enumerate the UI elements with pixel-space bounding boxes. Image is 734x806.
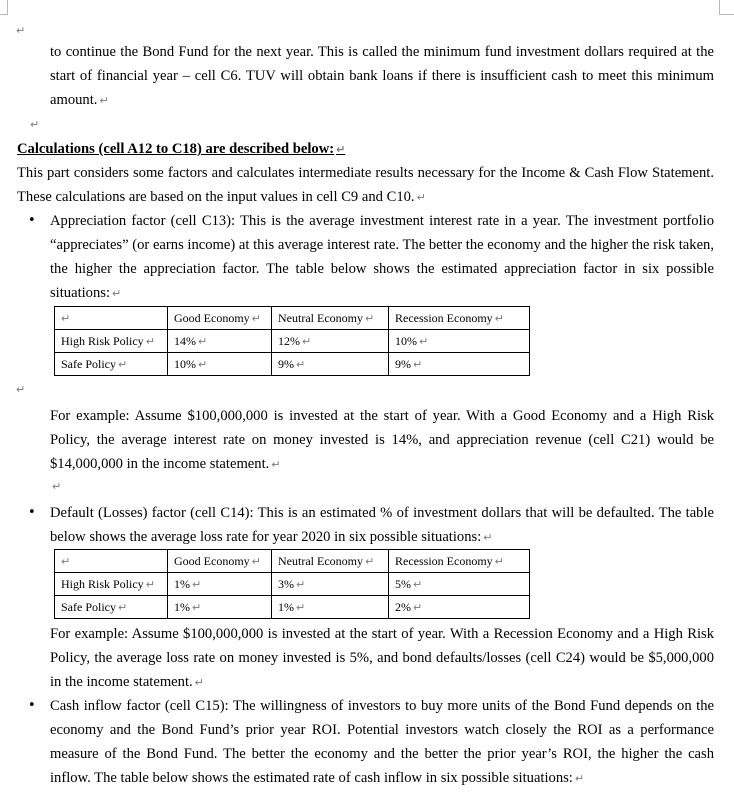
cell-mark: ↵ <box>296 577 306 591</box>
table-header-cell <box>272 550 389 573</box>
table-header-cell <box>168 307 272 330</box>
paragraph-text: Cash inflow factor (cell C15): The willingness of investors to buy more units of the Bond Fund depends on the economy and the Bond Fund’s prior year ROI. Potential investors watch closely the ROI as a performance measure of the Bond Fund. The better the economy and the better the prior year’s ROI, the higher the cash inflow. The table below shows the estimated rate of cash inflow in six possible situations: <box>50 698 714 786</box>
cell-text: Neutral Economy <box>278 310 363 325</box>
default-table <box>54 549 530 619</box>
table-cell <box>389 330 530 353</box>
cell-mark: ↵ <box>61 554 71 568</box>
page-corner-top-left <box>0 0 8 15</box>
cell-mark: ↵ <box>413 600 423 614</box>
table-cell <box>168 596 272 619</box>
table-cell <box>389 573 530 596</box>
table-header-cell <box>272 307 389 330</box>
cell-mark: ↵ <box>198 334 208 348</box>
bullet-icon: • <box>28 213 36 228</box>
cell-text: 14% <box>174 333 196 348</box>
paragraph-mark: ↵ <box>483 531 493 544</box>
table-header-cell <box>389 307 530 330</box>
paragraph-text: This part considers some factors and calculates intermediate results necessary for the Income & Cash Flow Statement. These calculations are based on the input values in cell C9 and C10. <box>17 165 714 205</box>
table-row <box>55 550 530 573</box>
cell-text: 10% <box>174 356 196 371</box>
table-cell <box>168 573 272 596</box>
paragraph-mark: ↵ <box>336 143 346 156</box>
cell-text: Safe Policy <box>61 599 116 614</box>
paragraph-text: Default (Losses) factor (cell C14): This is an estimated % of investment dollars that will be defaulted. The table below shows the average loss rate for year 2020 in six possible situations: <box>50 505 714 545</box>
cell-mark: ↵ <box>251 311 261 325</box>
table-cell <box>272 596 389 619</box>
appreciation-paragraph <box>50 209 714 306</box>
cell-text: 9% <box>395 356 411 371</box>
paragraph-min-investment <box>50 40 714 113</box>
cell-mark: ↵ <box>364 554 375 568</box>
paragraph-mark: ↵ <box>52 480 62 493</box>
table-header-cell <box>389 550 530 573</box>
cell-mark: ↵ <box>302 334 312 348</box>
paragraph-text: to continue the Bond Fund for the next year. This is called the minimum fund investment dollars required at the start of financial year – cell C6. TUV will obtain bank loans if there is insufficient cash to meet this minimum amount. <box>50 44 714 108</box>
cell-mark: ↵ <box>364 311 375 325</box>
cash-inflow-paragraph <box>50 694 714 791</box>
cell-text: 1% <box>278 599 294 614</box>
table-cell <box>55 550 168 573</box>
paragraph-mark: ↵ <box>30 118 40 131</box>
bullet-icon: • <box>28 698 36 713</box>
cell-mark: ↵ <box>296 357 306 371</box>
cell-mark: ↵ <box>413 357 423 371</box>
table-header-cell <box>168 550 272 573</box>
intro-paragraph <box>17 161 714 210</box>
cell-mark: ↵ <box>192 600 202 614</box>
table-cell <box>389 596 530 619</box>
table-row <box>55 573 530 596</box>
paragraph-mark: ↵ <box>194 676 204 689</box>
cell-text: Good Economy <box>174 310 250 325</box>
paragraph-mark: ↵ <box>574 772 585 785</box>
cell-text: 10% <box>395 333 417 348</box>
cell-mark: ↵ <box>494 311 504 325</box>
bullet-icon: • <box>28 505 36 520</box>
table-cell <box>55 353 168 376</box>
cell-text: Recession Economy <box>395 310 493 325</box>
page-corner-top-right <box>719 0 734 15</box>
cell-mark: ↵ <box>145 577 155 591</box>
paragraph-text: For example: Assume $100,000,000 is invested at the start of year. With a Good Economy and a High Risk Policy, the average interest rate on money invested is 14%, and appreciation revenue (cell C21) would be $14,000,000 in the income statement. <box>50 408 714 472</box>
table-cell <box>55 330 168 353</box>
cell-mark: ↵ <box>251 554 261 568</box>
cell-mark: ↵ <box>192 577 202 591</box>
paragraph-mark: ↵ <box>16 24 26 37</box>
heading-text: Calculations (cell A12 to C18) are described below: <box>17 141 335 157</box>
default-paragraph <box>50 501 714 550</box>
cell-text: 3% <box>278 576 294 591</box>
cell-text: 9% <box>278 356 294 371</box>
cell-text: 12% <box>278 333 300 348</box>
table-row <box>55 307 530 330</box>
table-row <box>55 330 530 353</box>
appreciation-table <box>54 306 530 376</box>
cell-mark: ↵ <box>118 600 128 614</box>
cell-text: 5% <box>395 576 411 591</box>
paragraph-mark: ↵ <box>99 94 109 107</box>
appreciation-example <box>50 404 714 477</box>
cell-text: 1% <box>174 599 190 614</box>
cell-mark: ↵ <box>494 554 504 568</box>
cell-text: Neutral Economy <box>278 553 363 568</box>
paragraph-mark: ↵ <box>112 287 122 300</box>
table-cell <box>272 330 389 353</box>
cell-mark: ↵ <box>118 357 128 371</box>
cell-mark: ↵ <box>145 334 155 348</box>
table-cell <box>272 573 389 596</box>
cell-text: High Risk Policy <box>61 576 144 591</box>
cell-text: 1% <box>174 576 190 591</box>
paragraph-mark: ↵ <box>271 458 281 471</box>
table-row <box>55 353 530 376</box>
table-cell <box>389 353 530 376</box>
paragraph-text: Appreciation factor (cell C13): This is the average investment interest rate in a year. The investment portfolio “appreciates” (or earns income) at this average interest rate. The better the economy and the higher the risk taken, the higher the appreciation factor. The table below shows the estimated appreciation factor in six possible situations: <box>50 213 714 301</box>
table-cell <box>55 573 168 596</box>
table-cell <box>168 353 272 376</box>
cell-mark: ↵ <box>61 311 71 325</box>
section-heading <box>17 137 345 162</box>
cell-text: High Risk Policy <box>61 333 144 348</box>
cell-mark: ↵ <box>419 334 429 348</box>
paragraph-text: For example: Assume $100,000,000 is invested at the start of year. With a Recession Economy and a High Risk Policy, the average loss rate on money invested is 5%, and bond defaults/losses (cell C24) would be $5,000,000 in the income statement. <box>50 626 714 690</box>
table-cell <box>272 353 389 376</box>
cell-mark: ↵ <box>413 577 423 591</box>
paragraph-mark: ↵ <box>416 191 426 204</box>
cell-mark: ↵ <box>296 600 306 614</box>
default-example <box>50 622 714 695</box>
cell-text: Good Economy <box>174 553 250 568</box>
table-cell <box>55 596 168 619</box>
table-cell <box>168 330 272 353</box>
cell-mark: ↵ <box>198 357 208 371</box>
table-cell <box>55 307 168 330</box>
cell-text: 2% <box>395 599 411 614</box>
table-row <box>55 596 530 619</box>
cell-text: Recession Economy <box>395 553 493 568</box>
cell-text: Safe Policy <box>61 356 116 371</box>
paragraph-mark: ↵ <box>16 383 26 396</box>
